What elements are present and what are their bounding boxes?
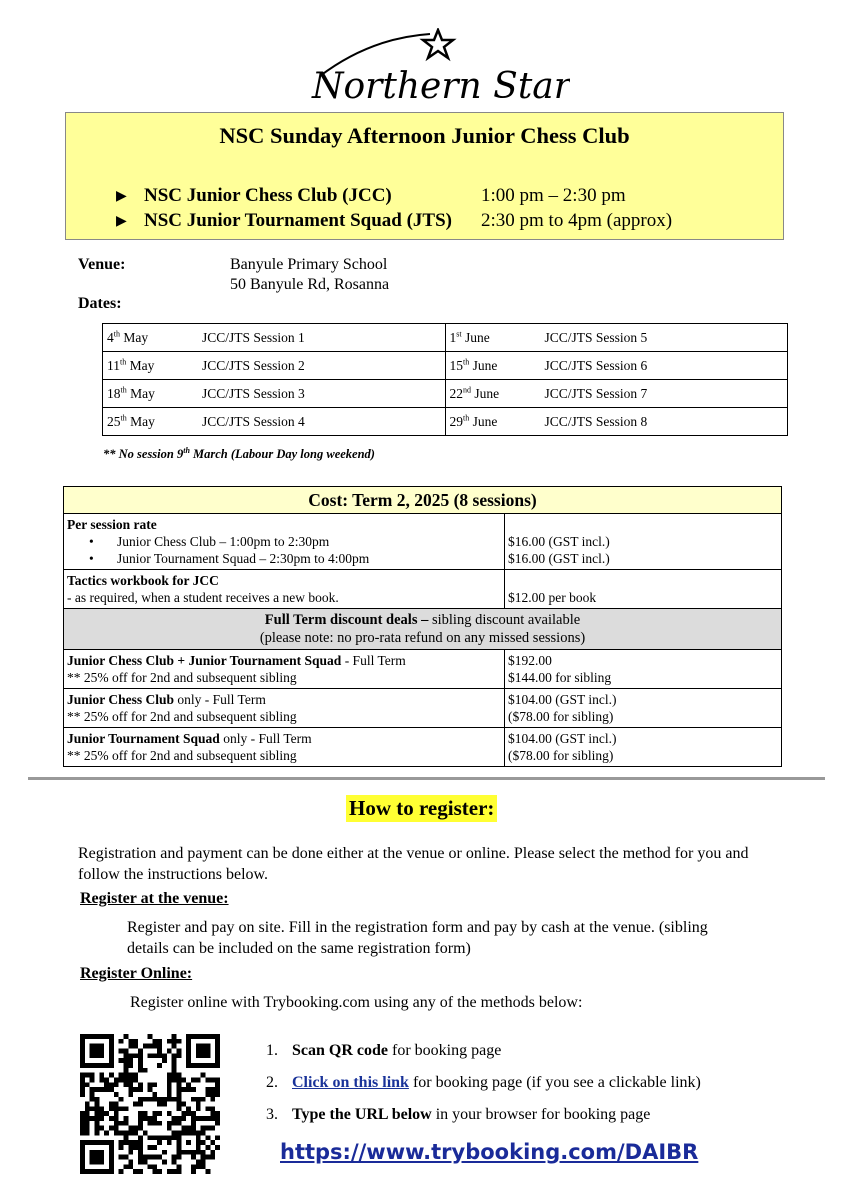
page-title: NSC Sunday Afternoon Junior Chess Club (219, 123, 630, 148)
dates-label: Dates: (78, 295, 122, 312)
cost-title: Cost: Term 2, 2025 (8 sessions) (64, 487, 782, 514)
workbook-title: Tactics workbook for JCC (67, 573, 219, 588)
step-2: 2. Click on this link for booking page (if you see a clickable link) (266, 1074, 701, 1091)
qr-code[interactable] (80, 1034, 220, 1174)
table-row: 25th May JCC/JTS Session 4 29th June JCC/JTS Session 8 (103, 408, 788, 436)
northern-star-logo (300, 28, 570, 108)
how-to-register-heading: How to register: (346, 795, 497, 822)
triangle-bullet-icon: ▶ (116, 189, 127, 204)
header-box (65, 112, 784, 240)
venue-line2: 50 Banyule Rd, Rosanna (230, 276, 390, 293)
triangle-bullet-icon: ▶ (116, 214, 127, 229)
booking-url-link[interactable]: https://www.trybooking.com/DAIBR (280, 1140, 699, 1164)
table-row: 4th May JCC/JTS Session 1 1st June JCC/JTS Session 5 (103, 324, 788, 352)
table-row: Tactics workbook for JCC - as required, when a student receives a new book. $12.00 per book (64, 570, 782, 609)
logo-text: Northern Star (312, 66, 570, 107)
table-row: 18th May JCC/JTS Session 3 22nd June JCC/JTS Session 7 (103, 380, 788, 408)
step-1: 1. Scan QR code for booking page (266, 1042, 502, 1059)
table-row: Per session rate • Junior Chess Club – 1:00pm to 2:30pm • Junior Tournament Squad – 2:30pm to 4:00pm $16.00 (GST incl.) $16.00 (GST incl.) (64, 514, 782, 570)
no-session-note: ** No session 9th March (Labour Day long weekend) (103, 445, 375, 461)
divider (28, 777, 825, 780)
program-line-jcc: ▶ NSC Junior Chess Club (JCC) 1:00 pm – 2:30 pm (116, 185, 626, 206)
table-row: Junior Tournament Squad only - Full Term ** 25% off for 2nd and subsequent sibling $104.00 (GST incl.) ($78.00 for sibling) (64, 728, 782, 767)
register-intro: Registration and payment can be done either at the venue or online. Please select the method for you and follow the instructions below. (78, 845, 749, 883)
register-venue-text: Register and pay on site. Fill in the registration form and pay by cash at the venue. (sibling details can be included on the same registration form) (127, 919, 708, 957)
table-row: 11th May JCC/JTS Session 2 15th June JCC/JTS Session 6 (103, 352, 788, 380)
register-venue-heading: Register at the venue: (80, 890, 229, 907)
table-row: Junior Chess Club + Junior Tournament Squad - Full Term ** 25% off for 2nd and subsequent sibling $192.00 $144.00 for sibling (64, 650, 782, 689)
venue-line1: Banyule Primary School (230, 256, 388, 273)
register-online-heading: Register Online: (80, 965, 193, 982)
discount-row: Full Term discount deals – sibling discount available (please note: no pro-rata refund on any missed sessions) (64, 609, 782, 650)
table-row: Junior Chess Club only - Full Term ** 25% off for 2nd and subsequent sibling $104.00 (GST incl.) ($78.00 for sibling) (64, 689, 782, 728)
program-line-jts: ▶ NSC Junior Tournament Squad (JTS) 2:30 pm to 4pm (approx) (116, 210, 673, 231)
booking-link[interactable]: Click on this link (292, 1074, 409, 1091)
per-session-title: Per session rate (67, 517, 157, 532)
dates-table (102, 323, 788, 436)
register-online-text: Register online with Trybooking.com using any of the methods below: (130, 994, 583, 1011)
cost-table (63, 486, 782, 767)
venue-label: Venue: (78, 256, 126, 273)
step-3: 3. Type the URL below in your browser for booking page (266, 1106, 651, 1123)
